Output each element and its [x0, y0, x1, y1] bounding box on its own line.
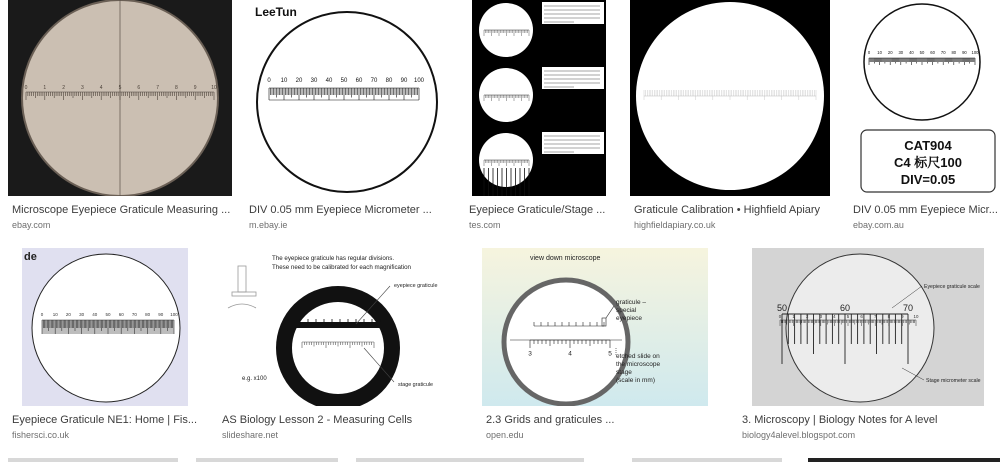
scale-number: 20: [887, 50, 893, 55]
scale-number: 8: [887, 314, 891, 319]
scale-number: 30: [79, 312, 85, 317]
scale-number: 100: [170, 312, 178, 317]
scale-number: 70: [131, 312, 137, 317]
scale-number: 3: [528, 350, 532, 358]
product-label-line: C4 标尺100: [894, 155, 962, 170]
stage-label: Stage micrometer scale: [926, 378, 981, 384]
scale-number: 10: [913, 314, 919, 319]
scale-number: 80: [951, 50, 957, 55]
scale-number: 100: [413, 78, 425, 84]
scale-number: 4: [568, 350, 572, 358]
scale-number: 5: [608, 350, 612, 358]
scale-number: 0: [778, 314, 782, 319]
scale-number: 3: [81, 85, 84, 91]
result-source[interactable]: slideshare.net: [222, 430, 279, 440]
result-card[interactable]: [218, 248, 468, 448]
scale-number: 50: [776, 303, 788, 313]
scale-number: 7: [156, 85, 159, 91]
scale-number: 0: [267, 78, 271, 84]
result-card[interactable]: [630, 0, 835, 240]
scale-number: 10: [877, 50, 882, 55]
scale-number: 3: [819, 314, 823, 319]
result-source[interactable]: open.edu: [486, 430, 524, 440]
scale-number: 90: [962, 50, 967, 55]
result-thumbnail-peek[interactable]: [632, 458, 782, 462]
result-title[interactable]: Eyepiece Graticule NE1: Home | Fis...: [12, 414, 198, 426]
scale-number: 5: [118, 85, 122, 91]
result-thumbnail[interactable]: [630, 0, 830, 196]
graticule-photo-image: [8, 0, 232, 196]
scale-number: 4: [833, 314, 836, 319]
scale-number: 8: [175, 85, 178, 91]
graticule-product-image: [849, 0, 1000, 196]
scale-number: 50: [340, 78, 348, 84]
result-card[interactable]: [849, 0, 1000, 240]
scale-number: 0: [24, 85, 28, 91]
scale-number: 30: [310, 78, 318, 84]
scale-number: 60: [839, 303, 851, 313]
result-thumbnail-peek[interactable]: [356, 458, 584, 462]
scale-number: 9: [193, 85, 197, 91]
scale-number: 5: [846, 314, 850, 319]
slide-label: the microscope: [616, 361, 661, 368]
result-title[interactable]: Microscope Eyepiece Graticule Measuring ...: [12, 204, 231, 216]
eyepiece-label: eyepiece graticule: [394, 283, 438, 289]
result-source[interactable]: highfieldapiary.co.uk: [634, 220, 716, 230]
graticule-micrometer-image: [752, 248, 984, 406]
scale-number: 10: [280, 78, 288, 84]
scale-number: 20: [65, 312, 71, 317]
result-thumbnail-peek[interactable]: [196, 458, 338, 462]
result-thumbnail[interactable]: [245, 0, 450, 196]
scale-number: 80: [385, 78, 393, 84]
result-title[interactable]: AS Biology Lesson 2 - Measuring Cells: [222, 414, 413, 426]
result-source[interactable]: ebay.com: [12, 220, 51, 230]
stage-label: stage graticule: [398, 382, 434, 388]
diagram-heading: view down microscope: [530, 255, 601, 262]
result-card[interactable]: [738, 248, 1000, 448]
result-title[interactable]: DIV 0.05 mm Eyepiece Micr...: [853, 204, 998, 216]
result-thumbnail[interactable]: [218, 248, 466, 406]
scale-number: 50: [105, 312, 111, 317]
slide-label: etched slide on: [616, 353, 660, 360]
graticule-diagram-image: [22, 248, 188, 406]
scale-number: 0: [867, 50, 871, 55]
scale-number: 70: [370, 78, 378, 84]
scale-number: 7: [873, 314, 877, 319]
scale-number: 70: [940, 50, 946, 55]
graticule-label: eyepiece: [616, 315, 643, 322]
scale-number: 1: [792, 314, 795, 319]
scale-number: 40: [92, 312, 98, 317]
scale-number: 90: [400, 78, 408, 84]
scale-number: 60: [118, 312, 124, 317]
graticule-openedu-image: [482, 248, 708, 406]
scale-number: 70: [902, 303, 914, 313]
graticule-lesson-image: [218, 248, 466, 406]
graticule-calibration-image: [630, 0, 830, 196]
eyepiece-label: Eyepiece graticule scale: [924, 284, 980, 290]
brand-logo: LeeTun: [255, 5, 297, 19]
graticule-label: graticule –: [616, 299, 646, 306]
slide-label: (scale in mm): [616, 377, 656, 384]
result-thumbnail[interactable]: [752, 248, 984, 406]
result-title[interactable]: 3. Microscopy | Biology Notes for A level: [742, 414, 938, 426]
result-card[interactable]: [482, 248, 722, 448]
scale-number: 40: [325, 78, 333, 84]
scale-number: 80: [145, 312, 151, 317]
scale-number: 50: [919, 50, 925, 55]
scale-number: 60: [355, 78, 363, 84]
graticule-diagram-image: [245, 0, 450, 196]
scale-number: 10: [52, 312, 58, 317]
result-title[interactable]: Eyepiece Graticule/Stage ...: [469, 204, 606, 216]
slide-label: stage: [616, 369, 632, 376]
result-thumbnail[interactable]: [22, 248, 188, 406]
scale-number: 6: [860, 314, 863, 319]
scale-number: 4: [99, 85, 103, 91]
scale-number: 10: [211, 85, 217, 91]
scale-number: 2: [62, 85, 65, 91]
result-source[interactable]: m.ebay.ie: [249, 220, 288, 230]
scale-number: 2: [805, 314, 809, 319]
scale-number: 1: [43, 85, 47, 91]
result-card[interactable]: [245, 0, 450, 240]
result-thumbnail[interactable]: [849, 0, 1000, 196]
result-thumbnail[interactable]: [472, 0, 606, 196]
scale-number: 9: [901, 314, 904, 319]
slide-heading: These need to be calibrated for each magnification: [272, 264, 411, 271]
result-card[interactable]: [8, 0, 232, 240]
result-thumbnail-peek[interactable]: [808, 458, 1000, 462]
scale-number: 20: [295, 78, 303, 84]
result-card[interactable]: [8, 248, 208, 448]
result-source[interactable]: ebay.com.au: [853, 220, 904, 230]
corner-caption: de: [24, 251, 37, 263]
graticule-worksheet-image: [472, 0, 606, 196]
result-title[interactable]: DIV 0.05 mm Eyepiece Micrometer ...: [249, 204, 432, 216]
scale-number: 0: [40, 312, 44, 317]
result-title[interactable]: 2.3 Grids and graticules ...: [486, 414, 615, 426]
result-thumbnail[interactable]: [8, 0, 232, 196]
result-thumbnail[interactable]: [482, 248, 708, 406]
scale-number: 30: [898, 50, 904, 55]
product-label-line: DIV=0.05: [900, 172, 956, 187]
graticule-label: special: [616, 307, 637, 314]
product-label-line: CAT904: [904, 138, 952, 153]
scale-number: 60: [930, 50, 935, 55]
result-source[interactable]: biology4alevel.blogspot.com: [742, 430, 856, 440]
result-source[interactable]: tes.com: [469, 220, 501, 230]
scale-number: 100: [971, 50, 979, 55]
result-title[interactable]: Graticule Calibration • Highfield Apiary: [634, 204, 821, 216]
result-source[interactable]: fishersci.co.uk: [12, 430, 70, 440]
scale-number: 40: [909, 50, 914, 55]
magnification-label: e.g. x100: [242, 376, 267, 382]
scale-number: 90: [158, 312, 164, 317]
slide-heading: The eyepiece graticule has regular divisions.: [272, 255, 395, 262]
scale-number: 6: [137, 85, 141, 91]
result-card[interactable]: [465, 0, 620, 240]
result-thumbnail-peek[interactable]: [8, 458, 178, 462]
